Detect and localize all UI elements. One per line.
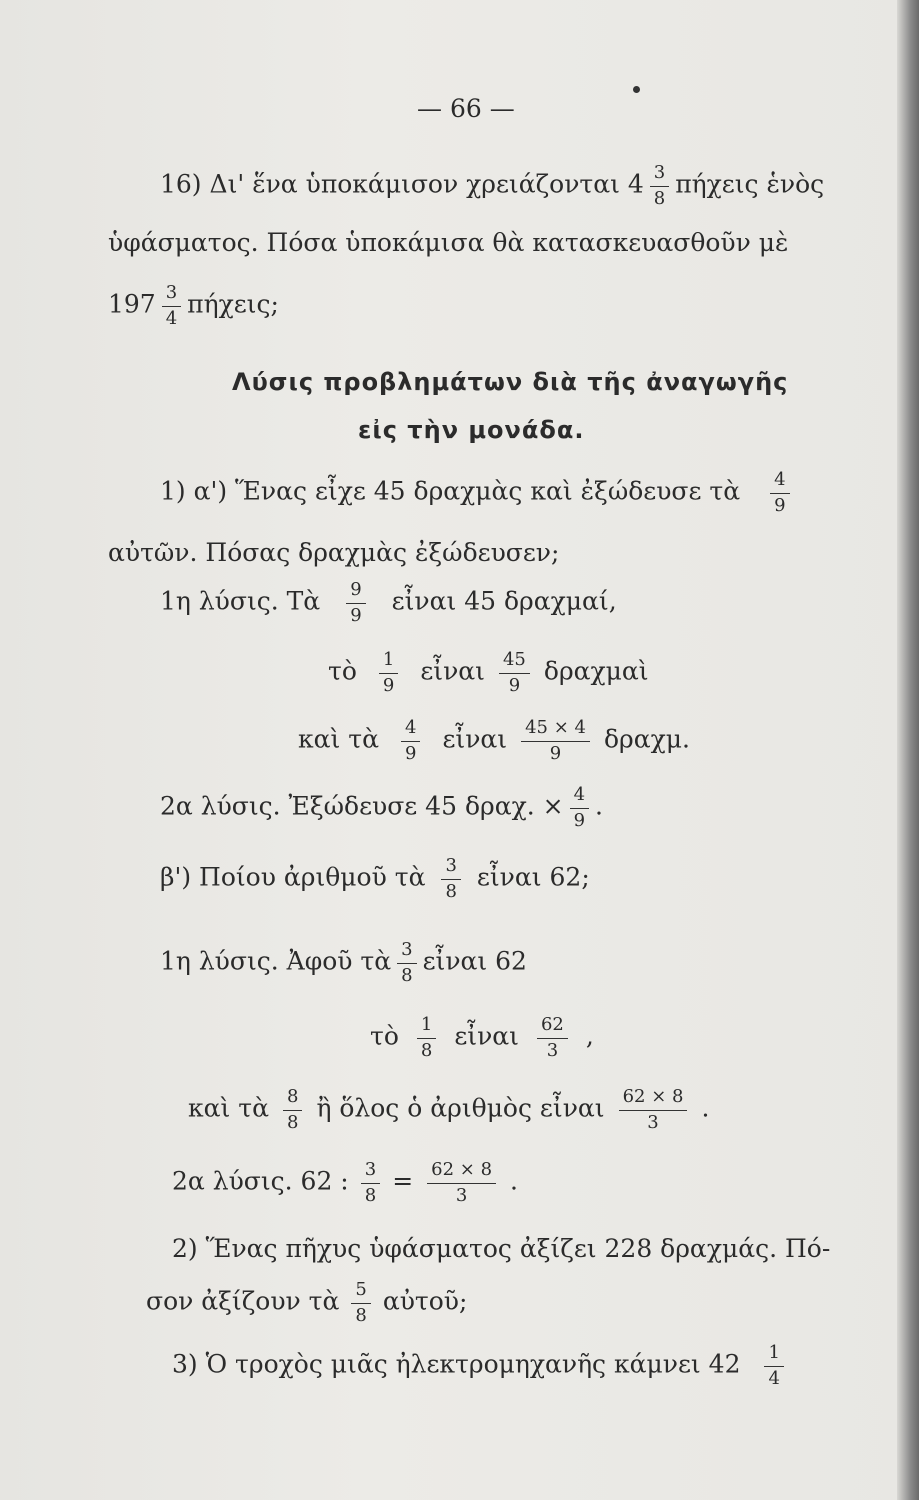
problem-16-line-1: 16) Δι' ἕνα ὑποκάμισον χρειάζονται 4 $\frac{3}{8}$ πήχεις ἑνὸς <box>160 162 825 209</box>
fraction: $\frac{8}{8}$ <box>283 1087 302 1133</box>
problem-1-line-2: αὐτῶν. Πόσας δραχμὰς ἐξώδευσεν; <box>108 538 560 567</box>
fraction: $\frac{1}{8}$ <box>417 1015 436 1061</box>
problem-1-line-1: 1) α') Ἕνας εἶχε 45 δραχμὰς καὶ ἐξώδευσε τὰ $\frac{4}{9}$ <box>160 470 796 516</box>
page-number: — 66 — <box>417 94 515 123</box>
page-edge-shadow <box>897 0 919 1500</box>
problem-b-solution-1-line-2: τὸ $\frac{1}{8}$ εἶναι $\frac{62}{3}$ , <box>370 1014 594 1061</box>
fraction: $\frac{1}{9}$ <box>379 650 398 696</box>
solution-1-line-2: τὸ $\frac{1}{9}$ εἶναι $\frac{45}{9}$ δραχμαὶ <box>328 649 649 696</box>
problem-b-solution-2-line: 2α λύσις. 62 : $\frac{3}{8}$ = $\frac{62 \times 8}{3}$ . <box>172 1159 518 1206</box>
fraction: $\frac{5}{8}$ <box>351 1280 370 1326</box>
fraction: $\frac{4}{9}$ <box>401 718 420 764</box>
fraction: $\frac{1}{4}$ <box>764 1343 783 1389</box>
fraction: $\frac{4}{9}$ <box>570 785 589 831</box>
fraction: $\frac{62 \times 8}{3}$ <box>619 1087 688 1133</box>
fraction: $\frac{3}{8}$ <box>361 1160 380 1206</box>
fraction: $\frac{4}{9}$ <box>770 470 789 516</box>
fraction: $\frac{3}{8}$ <box>650 163 669 209</box>
fraction: $\frac{3}{4}$ <box>162 283 181 329</box>
problem-16-line-2: ὑφάσματος. Πόσα ὑποκάμισα θὰ κατασκευασθοῦν μὲ <box>108 228 789 257</box>
ink-dot <box>633 86 640 93</box>
section-heading-line-2: εἰς τὴν μονάδα. <box>358 416 585 444</box>
section-heading-line-1: Λύσις προβλημάτων διὰ τῆς ἀναγωγῆς <box>232 368 789 396</box>
solution-1-line-3: καὶ τὰ $\frac{4}{9}$ εἶναι $\frac{45 \times 4}{9}$ δραχμ. <box>298 717 690 764</box>
problem-16-line-3: 197 $\frac{3}{4}$ πήχεις; <box>108 282 279 329</box>
fraction: $\frac{45 \times 4}{9}$ <box>521 718 590 764</box>
solution-1-line-1: 1η λύσις. Τὰ $\frac{9}{9}$ εἶναι 45 δραχμαί, <box>160 579 617 626</box>
solution-2-line: 2α λύσις. Ἐξώδευσε 45 δραχ. × $\frac{4}{9}$ . <box>160 784 603 831</box>
problem-2-line-1: 2) Ἕνας πῆχυς ὑφάσματος ἀξίζει 228 δραχμάς. Πό- <box>172 1234 831 1263</box>
fraction: $\frac{62 \times 8}{3}$ <box>427 1160 496 1206</box>
problem-3-line-1: 3) Ὁ τροχὸς μιᾶς ἠλεκτρομηχανῆς κάμνει 42 $\frac{1}{4}$ <box>172 1343 790 1389</box>
fraction: $\frac{3}{8}$ <box>397 940 416 986</box>
problem-b-line-1: β') Ποίου ἀριθμοῦ τὰ $\frac{3}{8}$ εἶναι 62; <box>160 855 590 902</box>
problem-2-line-2: σον ἀξίζουν τὰ $\frac{5}{8}$ αὐτοῦ; <box>146 1279 468 1326</box>
problem-b-solution-1-line-1: 1η λύσις. Ἀφοῦ τὰ $\frac{3}{8}$ εἶναι 62 <box>160 939 527 986</box>
fraction: $\frac{62}{3}$ <box>537 1015 568 1061</box>
fraction: $\frac{3}{8}$ <box>441 856 460 902</box>
fraction: $\frac{9}{9}$ <box>346 580 365 626</box>
problem-b-solution-1-line-3: καὶ τὰ $\frac{8}{8}$ ἢ ὅλος ὁ ἀριθμὸς εἶναι $\frac{62 \times 8}{3}$ . <box>188 1086 710 1133</box>
fraction: $\frac{45}{9}$ <box>499 650 530 696</box>
